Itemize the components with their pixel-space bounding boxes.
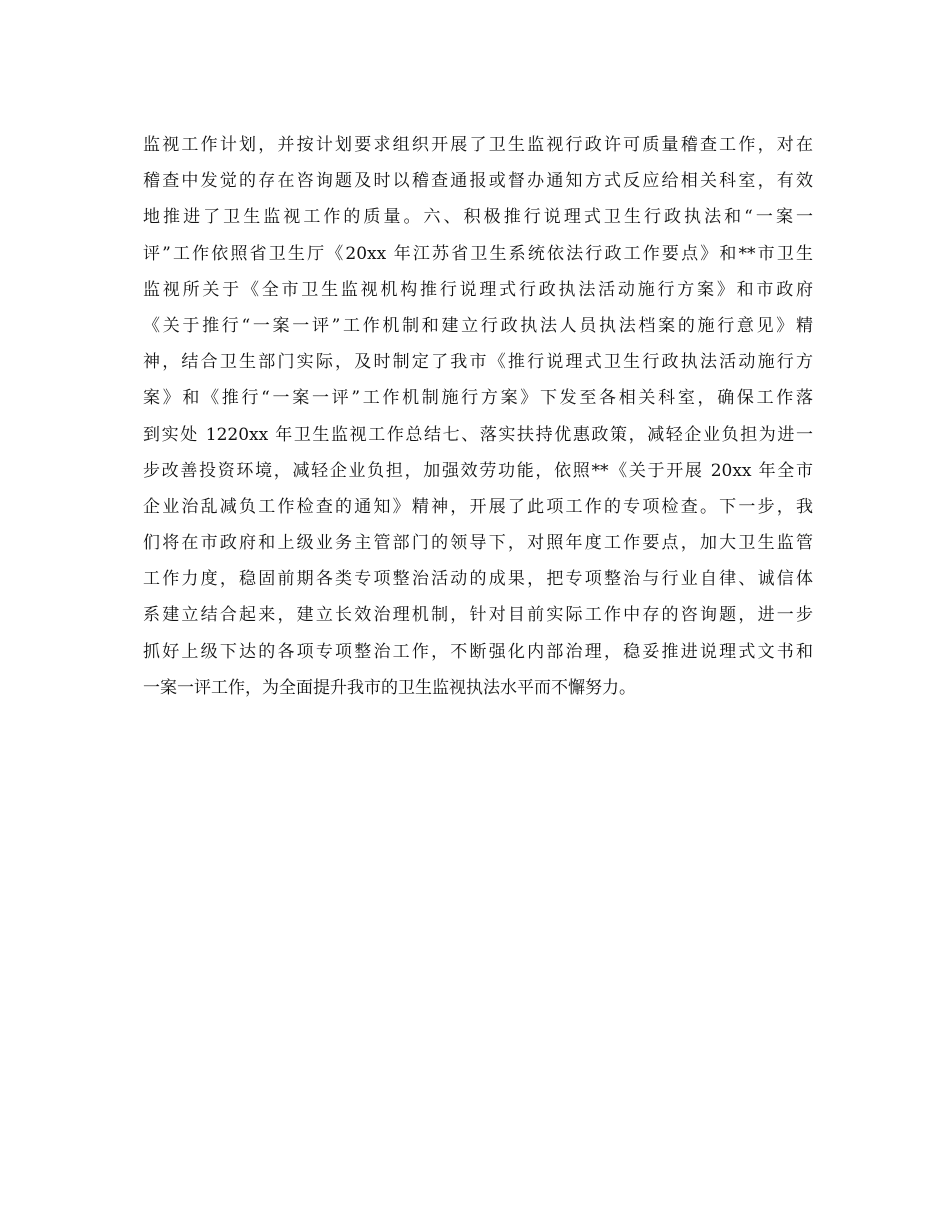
body-text xyxy=(143,127,813,706)
text-line: 监视所关于《全市卫生监视机构推行说理式行政执法活动施行方案》和市政府 xyxy=(143,279,813,300)
text-line: 监视工作计划，并按计划要求组织开展了卫生监视行政许可质量稽查工作，对在 xyxy=(143,135,813,155)
text-line: 工作力度，稳固前期各类专项整治活动的成果，把专项整治与行业自律、诚信体 xyxy=(143,569,813,590)
text-line: 稽查中发觉的存在咨询题及时以稽查通报或督办通知方式反应给相关科室，有效 xyxy=(143,171,813,192)
text-line: 系建立结合起来，建立长效治理机制，针对目前实际工作中存的咨询题，进一步 xyxy=(143,605,813,626)
text-line: 企业治乱减负工作检查的通知》精神，开展了此项工作的专项检查。下一步，我 xyxy=(143,496,813,517)
text-line: 地推进了卫生监视工作的质量。六、积极推行说理式卫生行政执法和“一案一 xyxy=(143,207,813,228)
text-line: 步改善投资环境，减轻企业负担，加强效劳功能，依照**《关于开展 20xx 年全市 xyxy=(143,460,813,481)
text-line: 到实处 1220xx 年卫生监视工作总结七、落实扶持优惠政策，减轻企业负担为进一 xyxy=(143,424,813,445)
text-line: 神，结合卫生部门实际，及时制定了我市《推行说理式卫生行政执法活动施行方 xyxy=(143,352,813,373)
text-line: 们将在市政府和上级业务主管部门的领导下，对照年度工作要点，加大卫生监管 xyxy=(143,533,813,554)
text-line: 评”工作依照省卫生厅《20xx 年江苏省卫生系统依法行政工作要点》和**市卫生 xyxy=(143,243,813,264)
text-line: 抓好上级下达的各项专项整治工作，不断强化内部治理，稳妥推进说理式文书和 xyxy=(143,641,813,662)
text-line: 一案一评工作，为全面提升我市的卫生监视执法水平而不懈努力。 xyxy=(143,677,636,698)
text-line: 案》和《推行“一案一评”工作机制施行方案》下发至各相关科室，确保工作落 xyxy=(143,388,813,409)
text-line: 《关于推行“一案一评”工作机制和建立行政执法人员执法档案的施行意见》精 xyxy=(143,315,813,336)
